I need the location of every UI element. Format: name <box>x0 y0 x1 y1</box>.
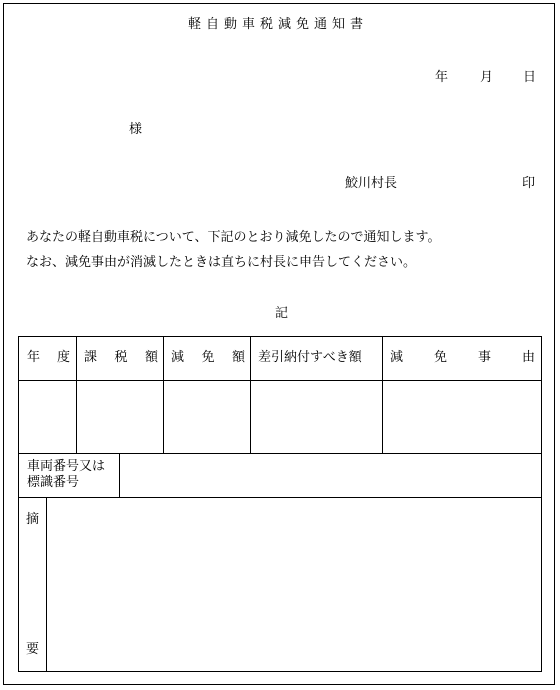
col-separator-1 <box>76 336 77 454</box>
table-line-top <box>18 336 542 337</box>
remarks-label-separator <box>46 497 47 672</box>
header-year-char-1: 年 <box>27 350 41 365</box>
header-reason-char-2: 免 <box>433 350 447 365</box>
header-tax-char-1: 課 <box>84 350 98 365</box>
header-reduction-amount <box>171 350 245 366</box>
date-day-label: 日 <box>523 70 537 85</box>
header-year <box>27 350 70 366</box>
col-separator-3 <box>250 336 251 454</box>
date-year-label: 年 <box>435 70 449 85</box>
ki-label: 記 <box>275 306 289 321</box>
issuer-name: 鮫川村長 <box>345 176 398 191</box>
vehicle-label-separator <box>119 453 120 498</box>
body-line-2: なお、減免事由が消滅したときは直ちに村長に申告してください。 <box>26 255 417 270</box>
table-line-bottom <box>18 671 542 672</box>
header-reason-char-4: 由 <box>521 350 535 365</box>
body-line-1: あなたの軽自動車税について、下記のとおり減免したので通知します。 <box>26 230 441 245</box>
table-line-left <box>18 336 19 672</box>
seal-mark: 印 <box>522 176 536 191</box>
remarks-label-bottom: 要 <box>26 642 40 657</box>
header-reason <box>390 350 535 366</box>
date-month-label: 月 <box>480 70 494 85</box>
vehicle-number-label-line-1: 車両番号又は <box>27 459 106 474</box>
document-title: 軽自動車税減免通知書 <box>188 17 369 32</box>
notice-sheet <box>3 3 555 685</box>
header-reduction-char-2: 免 <box>201 350 215 365</box>
header-reduction-char-1: 減 <box>171 350 185 365</box>
vehicle-number-label-line-2: 標識番号 <box>27 475 80 490</box>
header-reduction-char-3: 額 <box>231 350 245 365</box>
header-tax-char-2: 税 <box>114 350 128 365</box>
header-reason-char-1: 減 <box>390 350 404 365</box>
addressee-honorific: 様 <box>129 122 143 137</box>
table-line-right <box>541 336 542 672</box>
header-tax-amount <box>84 350 158 366</box>
header-tax-char-3: 額 <box>144 350 158 365</box>
header-balance-due: 差引納付すべき額 <box>258 350 362 365</box>
remarks-label-top: 摘 <box>26 512 40 527</box>
header-year-char-2: 度 <box>56 350 70 365</box>
vehicle-row-separator <box>18 497 542 498</box>
header-row-separator <box>18 380 542 381</box>
data-row-separator <box>18 453 542 454</box>
header-reason-char-3: 事 <box>477 350 491 365</box>
col-separator-2 <box>163 336 164 454</box>
col-separator-4 <box>382 336 383 454</box>
